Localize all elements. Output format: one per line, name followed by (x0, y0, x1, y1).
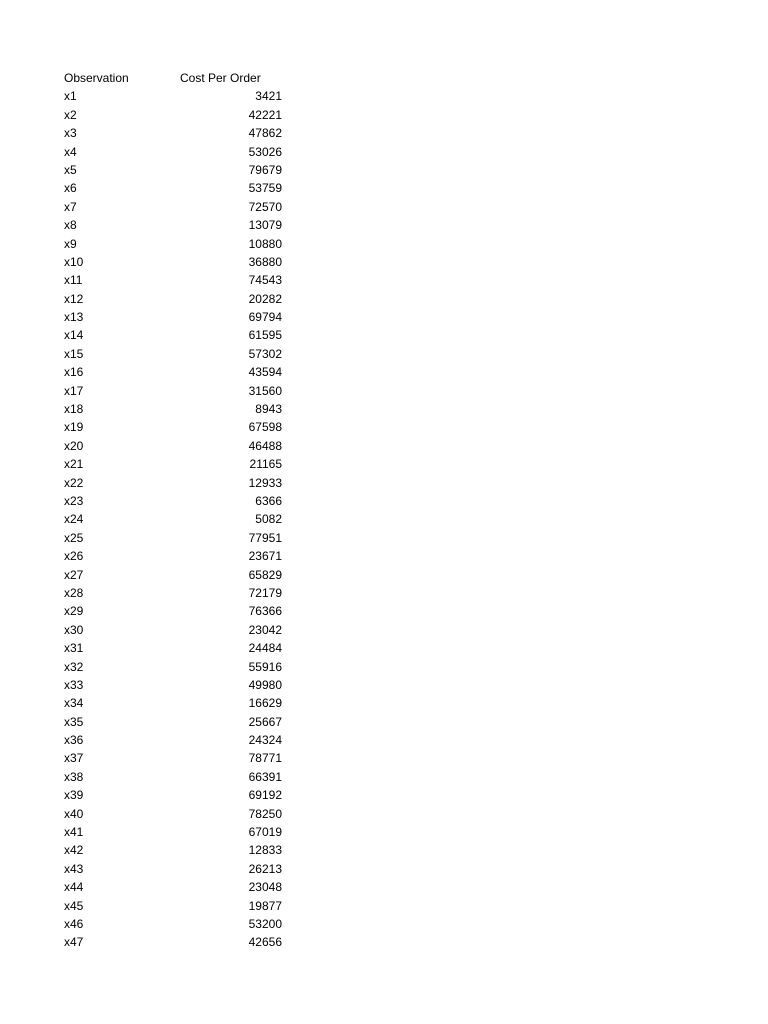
observation-cell: x46 (64, 916, 84, 931)
table-row (64, 106, 284, 124)
observation-cell: x2 (64, 107, 77, 122)
observation-cell: x36 (64, 733, 84, 748)
cost-per-order-cell: 47862 (248, 126, 282, 141)
table-row (64, 786, 284, 804)
observation-cell: x45 (64, 898, 84, 913)
observation-cell: x27 (64, 567, 84, 582)
observation-cell: x7 (64, 199, 77, 214)
observation-cell: x40 (64, 806, 84, 821)
table-row (64, 363, 284, 381)
table-row (64, 621, 284, 639)
cost-per-order-cell: 72179 (248, 585, 282, 600)
observation-cell: x15 (64, 346, 84, 361)
observation-cell: x44 (64, 880, 84, 895)
table-body (64, 87, 284, 951)
cost-per-order-cell: 43594 (248, 365, 282, 380)
table-row (64, 602, 284, 620)
observation-header: Observation (64, 71, 129, 85)
table-row (64, 253, 284, 271)
observation-cell: x18 (64, 402, 84, 417)
observation-cell: x8 (64, 218, 77, 233)
table-row (64, 510, 284, 528)
table-row (64, 713, 284, 731)
cost-per-order-cell: 78250 (248, 806, 282, 821)
observation-cell: x25 (64, 530, 84, 545)
observation-cell: x35 (64, 714, 84, 729)
observation-cell: x32 (64, 659, 84, 674)
observation-cell: x43 (64, 861, 84, 876)
cost-per-order-cell: 8943 (255, 402, 282, 417)
observation-cell: x37 (64, 751, 84, 766)
cost-per-order-cell: 65829 (248, 567, 282, 582)
observation-cell: x42 (64, 843, 84, 858)
table-row (64, 179, 284, 197)
observation-cell: x23 (64, 493, 84, 508)
observation-cell: x1 (64, 89, 77, 104)
observation-cell: x30 (64, 622, 84, 637)
observation-cell: x41 (64, 825, 84, 840)
cost-per-order-cell: 53200 (248, 916, 282, 931)
table-row (64, 915, 284, 933)
cost-per-order-cell: 78771 (248, 751, 282, 766)
table-row (64, 143, 284, 161)
table-row (64, 749, 284, 767)
cost-per-order-cell: 74543 (248, 273, 282, 288)
header-row (64, 69, 284, 87)
cost-per-order-cell: 53026 (248, 144, 282, 159)
observation-cell: x13 (64, 310, 84, 325)
observation-cell: x33 (64, 677, 84, 692)
observation-cell: x28 (64, 585, 84, 600)
cost-per-order-cell: 21165 (249, 457, 282, 472)
cost-per-order-cell: 67019 (248, 825, 282, 840)
table-row (64, 382, 284, 400)
cost-per-order-cell: 26213 (248, 861, 282, 876)
cost-per-order-cell: 61595 (248, 328, 282, 343)
observation-cell: x47 (64, 935, 84, 950)
observation-cell: x9 (64, 236, 77, 251)
observation-cell: x39 (64, 788, 84, 803)
cost-per-order-header: Cost Per Order (180, 71, 261, 85)
observation-cell: x29 (64, 604, 84, 619)
observation-cell: x11 (64, 273, 83, 288)
cost-per-order-cell: 67598 (248, 420, 282, 435)
observation-cell: x4 (64, 144, 77, 159)
table-row (64, 676, 284, 694)
table-row (64, 860, 284, 878)
table-row (64, 198, 284, 216)
cost-per-order-cell: 57302 (248, 346, 282, 361)
cost-per-order-cell: 77951 (248, 530, 282, 545)
cost-per-order-cell: 24324 (248, 733, 282, 748)
table-row (64, 326, 284, 344)
table-row (64, 235, 284, 253)
observation-cell: x26 (64, 549, 84, 564)
table-row (64, 731, 284, 749)
table-row (64, 290, 284, 308)
cost-per-order-cell: 69192 (248, 788, 282, 803)
cost-per-order-cell: 23671 (248, 549, 282, 564)
observation-cell: x12 (64, 291, 84, 306)
table-row (64, 547, 284, 565)
cost-per-order-cell: 25667 (248, 714, 282, 729)
cost-per-order-cell: 69794 (248, 310, 282, 325)
observation-cell: x21 (64, 457, 84, 472)
table-row (64, 455, 284, 473)
table-row (64, 418, 284, 436)
cost-per-order-cell: 23048 (248, 880, 282, 895)
table-row (64, 492, 284, 510)
table-row (64, 897, 284, 915)
cost-per-order-cell: 49980 (248, 677, 282, 692)
observation-cell: x16 (64, 365, 84, 380)
observation-cell: x6 (64, 181, 77, 196)
cost-per-order-cell: 5082 (255, 512, 282, 527)
table-row (64, 529, 284, 547)
table-row (64, 124, 284, 142)
table-row (64, 658, 284, 676)
table-row (64, 400, 284, 418)
observation-cell: x38 (64, 769, 84, 784)
observation-cell: x14 (64, 328, 84, 343)
cost-per-order-cell: 72570 (248, 199, 282, 214)
observation-cell: x17 (64, 383, 84, 398)
table-row (64, 216, 284, 234)
table-row (64, 584, 284, 602)
table-row (64, 768, 284, 786)
cost-per-order-cell: 12833 (248, 843, 282, 858)
observation-cell: x3 (64, 126, 77, 141)
cost-per-order-cell: 53759 (248, 181, 282, 196)
data-table (64, 69, 284, 952)
table-row (64, 639, 284, 657)
table-row (64, 805, 284, 823)
observation-cell: x19 (64, 420, 84, 435)
cost-per-order-cell: 16629 (248, 696, 282, 711)
cost-per-order-cell: 42656 (248, 935, 282, 950)
cost-per-order-cell: 6366 (255, 493, 282, 508)
table-row (64, 161, 284, 179)
observation-cell: x22 (64, 475, 84, 490)
observation-cell: x31 (64, 641, 84, 656)
observation-cell: x24 (64, 512, 84, 527)
table-row (64, 878, 284, 896)
cost-per-order-cell: 12933 (248, 475, 282, 490)
cost-per-order-cell: 13079 (248, 218, 282, 233)
cost-per-order-cell: 46488 (248, 438, 282, 453)
cost-per-order-cell: 19877 (248, 898, 282, 913)
observation-cell: x34 (64, 696, 84, 711)
cost-per-order-cell: 24484 (248, 641, 282, 656)
cost-per-order-cell: 23042 (248, 622, 282, 637)
table-row (64, 474, 284, 492)
cost-per-order-cell: 42221 (248, 107, 282, 122)
observation-cell: x10 (64, 254, 84, 269)
cost-per-order-cell: 79679 (248, 162, 282, 177)
cost-per-order-cell: 66391 (248, 769, 282, 784)
cost-per-order-cell: 36880 (248, 254, 282, 269)
table-row (64, 566, 284, 584)
cost-per-order-cell: 55916 (248, 659, 282, 674)
table-row (64, 933, 284, 951)
table-row (64, 308, 284, 326)
table-row (64, 437, 284, 455)
cost-per-order-cell: 3421 (255, 89, 282, 104)
table-row (64, 345, 284, 363)
cost-per-order-cell: 31560 (248, 383, 282, 398)
table-row (64, 841, 284, 859)
table-row (64, 87, 284, 105)
cost-per-order-cell: 76366 (248, 604, 282, 619)
table-row (64, 694, 284, 712)
observation-cell: x5 (64, 162, 77, 177)
observation-cell: x20 (64, 438, 84, 453)
cost-per-order-cell: 10880 (248, 236, 282, 251)
cost-per-order-cell: 20282 (248, 291, 282, 306)
table-row (64, 271, 284, 289)
table-row (64, 823, 284, 841)
